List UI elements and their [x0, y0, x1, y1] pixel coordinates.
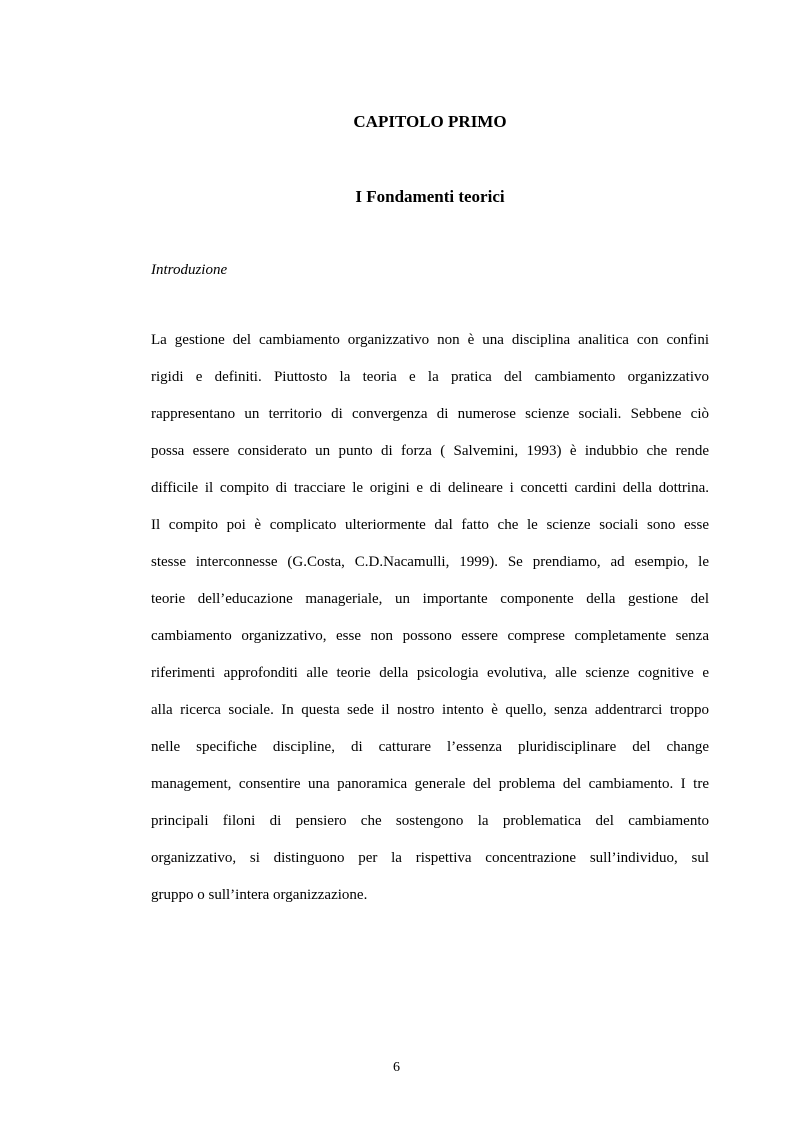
section-heading: Introduzione [151, 262, 228, 278]
paragraph-line: nelle specifiche discipline, di catturare l’essenza pluridisciplinare del change [151, 739, 709, 755]
paragraph-line: alla ricerca sociale. In questa sede il nostro intento è quello, senza addentrarci troppo [151, 702, 709, 718]
chapter-title: I Fondamenti teorici [355, 187, 505, 206]
paragraph-line: principali filoni di pensiero che sostengono la problematica del cambiamento [151, 813, 709, 829]
paragraph-line: riferimenti approfonditi alle teorie della psicologia evolutiva, alle scienze cognitive e [151, 665, 709, 681]
paragraph-line: cambiamento organizzativo, esse non possono essere comprese completamente senza [151, 628, 709, 644]
body-paragraph [151, 322, 709, 914]
paragraph-line: teorie dell’educazione manageriale, un importante componente della gestione del [151, 591, 709, 607]
paragraph-line: Il compito poi è complicato ulteriormente dal fatto che le scienze sociali sono esse [151, 517, 709, 533]
paragraph-line: possa essere considerato un punto di forza ( Salvemini, 1993) è indubbio che rende [151, 443, 709, 459]
chapter-heading: CAPITOLO PRIMO [353, 112, 507, 131]
paragraph-line: rigidi e definiti. Piuttosto la teoria e la pratica del cambiamento organizzativo [151, 369, 709, 385]
paragraph-line: gruppo o sull’intera organizzazione. [151, 887, 368, 903]
paragraph-line: organizzativo, si distinguono per la rispettiva concentrazione sull’individuo, sul [151, 850, 709, 866]
paragraph-line: La gestione del cambiamento organizzativo non è una disciplina analitica con confini [151, 332, 709, 348]
paragraph-line: stesse interconnesse (G.Costa, C.D.Nacamulli, 1999). Se prendiamo, ad esempio, le [151, 554, 709, 570]
page-number: 6 [393, 1060, 400, 1075]
paragraph-line: difficile il compito di tracciare le origini e di delineare i concetti cardini della dottrina. [151, 480, 709, 496]
paragraph-line: management, consentire una panoramica generale del problema del cambiamento. I tre [151, 776, 709, 792]
paragraph-line: rappresentano un territorio di convergenza di numerose scienze sociali. Sebbene ciò [151, 406, 709, 422]
